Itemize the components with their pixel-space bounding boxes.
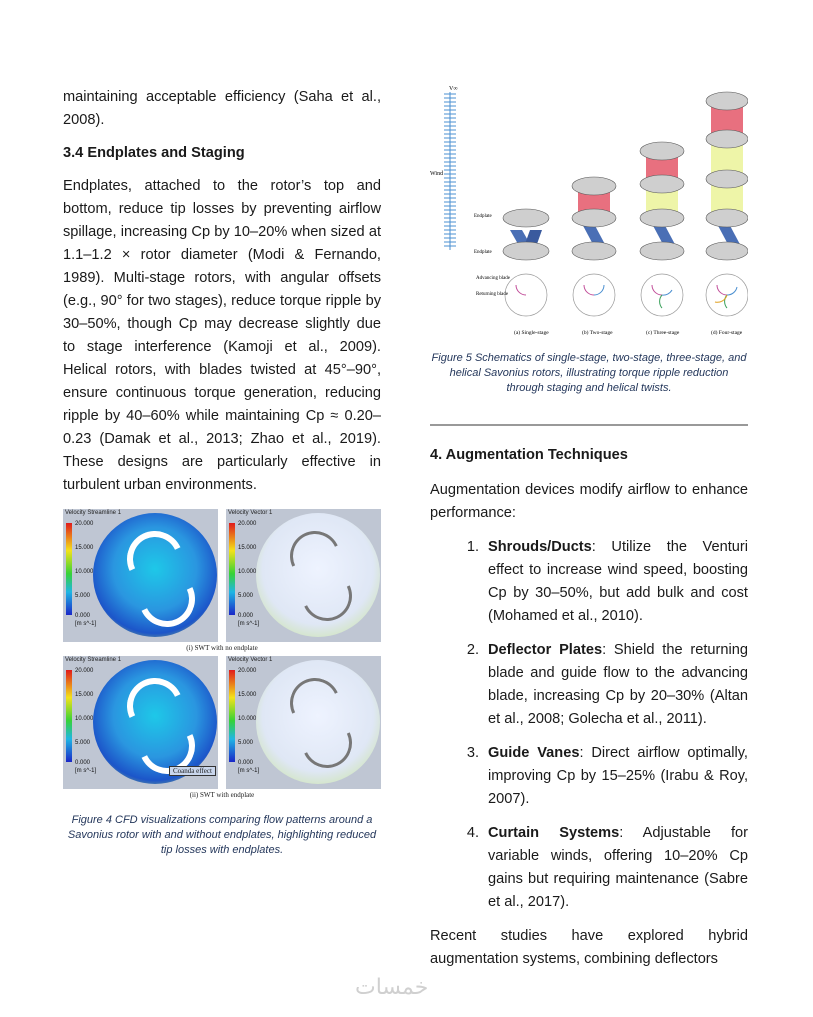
tick-label: 15.000 [238, 545, 257, 551]
panel-title: Velocity Streamline 1 [65, 510, 122, 516]
tick-label: 5.000 [238, 740, 254, 746]
rotor-two-stage [572, 177, 616, 260]
augmentation-intro: Augmentation devices modify airflow to enhance performance: [430, 482, 748, 521]
cfd-panel-vector-no-endplate [226, 509, 381, 642]
wind-label: Wind [430, 171, 444, 177]
figure-4 [63, 509, 381, 858]
rotor-flow-disk [256, 660, 380, 784]
intro-text: maintaining acceptable efficiency (Saha et al., 2008). [63, 89, 381, 128]
returning-blade-label: Returning blade [476, 292, 509, 297]
list-number: 2. [466, 642, 479, 658]
figure-4-caption: Figure 4 CFD visualizations comparing flow patterns around a Savonius rotor with and without endplates, highlighting reduced tip losses with endplates. [67, 814, 377, 856]
colorbar [66, 523, 72, 615]
figure-4-sublabel-ii: (ii) SWT with endplate [189, 791, 255, 799]
figure-4-row-ii [63, 656, 381, 789]
section-heading-3-4: 3.4 Endplates and Staging [63, 145, 245, 161]
cfd-panel-vector-endplate [226, 656, 381, 789]
list-term: Guide Vanes [488, 745, 580, 761]
list-item [430, 639, 748, 731]
colorbar [229, 523, 235, 615]
list-item [430, 822, 748, 914]
list-number: 4. [466, 825, 479, 841]
stage-label-a: (a) Single-stage [514, 330, 549, 336]
list-item-text [488, 536, 748, 628]
endplates-paragraph: Endplates, attached to the rotor’s top and bottom, reduce tip losses by preventing airflow spillage, increasing Cp by 10–20% when sized at 1.1–1.2 × rotor diameter (Modi & Fernando, 1989). Multi-stage rotors, with angular offsets (e.g., 90° for two stages), reduce torque ripple by 30–50%, though Cp may decrease slightly due to stage interference (Kamoji et al., 2009). Helical rotors, with blades twisted at 45°–90°, ensure continuous torque generation, reducing ripple by 40–60% while maintaining Cp ≈ 0.20–0.23 (Damak et al., 2013; Zhao et al., 2019). These designs are particularly effective in turbulent urban environments. [63, 178, 381, 493]
cfd-panel-streamline-no-endplate [63, 509, 218, 642]
figure-4-sublabel-i: (i) SWT with no endplate [186, 644, 258, 652]
tick-label: 0.000 [238, 760, 254, 766]
list-desc: : Shield the returning blade and guide flow to the advancing blade, increasing Cp by 20–30% (Altan et al., 2008; Golecha et al., 2011). [488, 642, 748, 727]
list-item [430, 536, 748, 628]
figure-5 [430, 80, 748, 396]
list-number: 3. [466, 745, 479, 761]
tick-label: [m s^-1] [238, 621, 260, 627]
stage-label-b: (b) Two-stage [582, 330, 613, 336]
list-item-text [488, 742, 748, 811]
tick-label: 20.000 [75, 668, 94, 674]
tick-label: 10.000 [75, 569, 94, 575]
rotor-three-stage [640, 142, 684, 260]
tick-label: 0.000 [75, 760, 91, 766]
tick-label: 10.000 [75, 716, 94, 722]
endplate-label-bottom: Endplate [474, 250, 492, 255]
list-term: Shrouds/Ducts [488, 539, 592, 555]
tick-label: 20.000 [238, 668, 257, 674]
stage-label-d: (d) Four-stage [711, 330, 743, 336]
top-view-blades [516, 285, 737, 308]
section-divider [430, 424, 748, 426]
list-item-text [488, 822, 748, 914]
list-desc: : Direct airflow optimally, improving Cp by 15–25% (Irabu & Roy, 2007). [488, 745, 748, 807]
tick-label: 15.000 [75, 692, 94, 698]
tick-label: 15.000 [238, 692, 257, 698]
watermark: خمسات [355, 974, 429, 999]
tick-label: 10.000 [238, 569, 257, 575]
list-term: Deflector Plates [488, 642, 603, 658]
list-number: 1. [466, 539, 479, 555]
rotor-flow-disk [256, 513, 380, 637]
closing-paragraph: Recent studies have explored hybrid augmentation systems, combining deflectors [430, 928, 748, 967]
list-item [430, 742, 748, 811]
tick-label: 15.000 [75, 545, 94, 551]
wind-arrows [444, 92, 456, 250]
list-item-text [488, 639, 748, 731]
tick-label: 20.000 [238, 521, 257, 527]
right-column [430, 80, 748, 971]
tick-label: 10.000 [238, 716, 257, 722]
savonius-stages-diagram [430, 80, 748, 342]
tick-label: [m s^-1] [75, 621, 97, 627]
tick-label: 0.000 [75, 613, 91, 619]
tick-label: [m s^-1] [75, 768, 97, 774]
panel-title: Velocity Vector 1 [228, 510, 273, 516]
list-desc: : Adjustable for variable winds, offering 10–20% Cp gains but requiring maintenance (Sabre et al., 2017). [488, 825, 748, 910]
tick-label: 5.000 [75, 740, 91, 746]
tick-label: 20.000 [75, 521, 94, 527]
v-infinity-label: V∞ [449, 86, 458, 92]
list-desc: : Utilize the Venturi effect to increase wind speed, boosting Cp by 30–50%, but add bulk and cost (Mohamed et al., 2010). [488, 539, 748, 624]
colorbar [229, 670, 235, 762]
endplate-label-top: Endplate [474, 214, 492, 219]
stage-label-c: (c) Three-stage [646, 330, 680, 336]
section-heading-4: 4. Augmentation Techniques [430, 447, 628, 463]
panel-title: Velocity Vector 1 [228, 657, 273, 663]
figure-4-row-i [63, 509, 381, 642]
rotor-flow-disk [93, 513, 217, 637]
advancing-blade-label: Advancing blade [476, 276, 511, 281]
coanda-annotation: Coanda effect [169, 766, 216, 776]
augmentation-list [430, 536, 748, 914]
cfd-panel-streamline-endplate [63, 656, 218, 789]
tick-label: 0.000 [238, 613, 254, 619]
colorbar [66, 670, 72, 762]
rotor-four-stage [706, 92, 748, 260]
tick-label: 5.000 [75, 593, 91, 599]
rotor-single-stage [503, 209, 549, 260]
left-column [63, 86, 381, 858]
figure-5-caption: Figure 5 Schematics of single-stage, two-stage, three-stage, and helical Savonius rotors, illustrating torque ripple reduction through staging and helical twists. [431, 352, 747, 394]
top-view-circles [505, 274, 748, 316]
tick-label: 5.000 [238, 593, 254, 599]
panel-title: Velocity Streamline 1 [65, 657, 122, 663]
list-term: Curtain Systems [488, 825, 620, 841]
tick-label: [m s^-1] [238, 768, 260, 774]
